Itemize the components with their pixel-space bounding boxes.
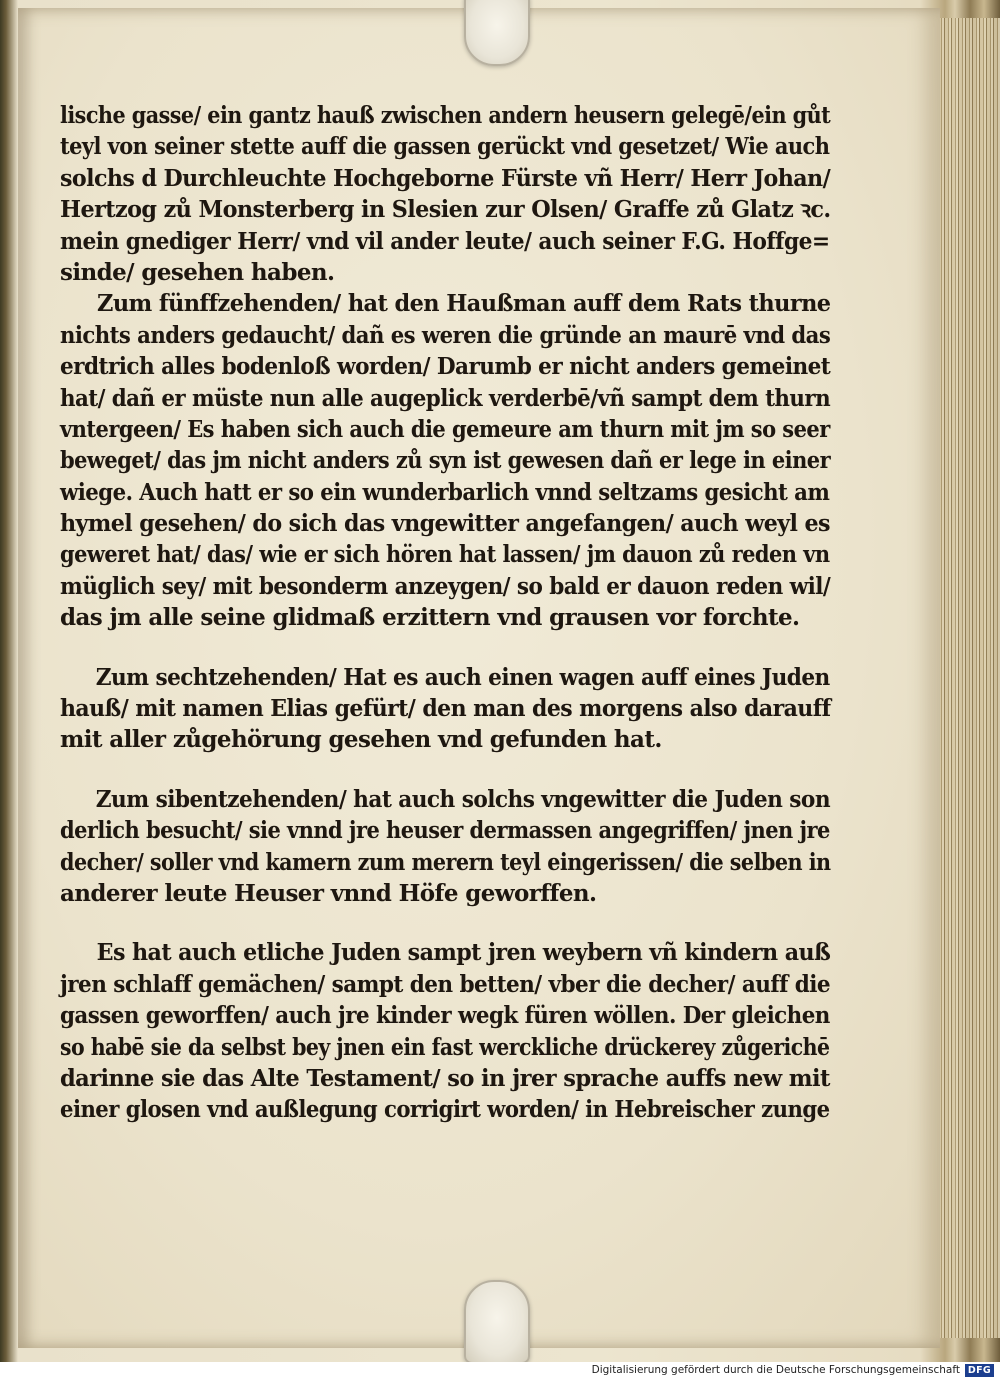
- text-line: nichts anders gedaucht/ dañ es weren die gründe an maurē vnd das: [60, 321, 831, 349]
- text-line: hymel gesehen/ do sich das vngewitter angefangen/ auch weyl es: [60, 510, 830, 538]
- text-line: Hertzog zů Monsterberg in Slesien zur Olsen/ Graffe zů Glatz ꝛc.: [60, 196, 831, 224]
- text-line: das jm alle seine glidmaß erzittern vnd grausen vor forchte.: [60, 604, 800, 632]
- text-line: derlich besucht/ sie vnnd jre heuser dermassen angegriffen/ jnen jre: [60, 817, 830, 845]
- text-line: hat/ dañ er müste nun alle augeplick verderbē/vñ sampt dem thurn: [60, 384, 831, 412]
- text-line: Zum sibentzehenden/ hat auch solchs vngewitter die Juden son: [95, 785, 831, 813]
- text-line: decher/ soller vnd kamern zum merern teyl eingerissen/ die selben in: [60, 848, 831, 876]
- paragraph-gap: [60, 909, 840, 937]
- text-line: lische gasse/ ein gantz hauß zwischen andern heusern gelegē/ein gůt: [60, 102, 831, 129]
- text-line: gassen geworffen/ auch jre kinder wegk füren wöllen. Der gleichen: [60, 1002, 830, 1030]
- text-line: solchs d Durchleuchte Hochgeborne Fürste vñ Herr/ Herr Johan/: [60, 164, 831, 192]
- text-line: sinde/ gesehen haben.: [60, 258, 335, 286]
- text-line: jren schlaff gemächen/ sampt den betten/ vber die decher/ auff die: [60, 970, 831, 998]
- paragraph-gap: [60, 634, 840, 662]
- text-line: geweret hat/ das/ wie er sich hören hat lassen/ jm dauon zů reden vn: [60, 541, 830, 569]
- dfg-logo: DFG: [965, 1364, 994, 1377]
- text-line: darinne sie das Alte Testament/ so in jrer sprache auffs new mit: [60, 1064, 830, 1092]
- paragraph-gap: [60, 756, 840, 784]
- text-line: Zum sechtzehenden/ Hat es auch einen wagen auff eines Juden: [95, 663, 830, 691]
- page-text: [60, 100, 840, 1126]
- footer-bar: [0, 1362, 1000, 1379]
- text-line: so habē sie da selbst bey jnen ein fast werckliche drückerey zůgerichē: [60, 1033, 830, 1061]
- page-edges: [938, 18, 1000, 1338]
- text-line: anderer leute Heuser vnnd Höfe geworffen.: [60, 879, 597, 907]
- text-line: wiege. Auch hatt er so ein wunderbarlich vnnd seltzams gesicht am: [60, 478, 830, 506]
- text-line: vntergeen/ Es haben sich auch die gemeure am thurn mit jm so seer: [60, 415, 830, 443]
- text-line: mein gnediger Herr/ vnd vil ander leute/ auch seiner F.G. Hoffge=: [60, 227, 830, 255]
- text-line: einer glosen vnd außlegung corrigirt worden/ in Hebreischer zunge: [60, 1096, 830, 1124]
- page-clip-top: [464, 0, 530, 66]
- text-line: Zum fünffzehenden/ hat den Haußman auff dem Rats thurne: [97, 290, 831, 318]
- text-line: müglich sey/ mit besonderm anzeygen/ so bald er dauon reden wil/: [60, 572, 831, 600]
- funding-credit: Digitalisierung gefördert durch die Deutsche Forschungsgemeinschaft: [591, 1364, 960, 1376]
- text-line: teyl von seiner stette auff die gassen gerückt vnd gesetzet/ Wie auch: [60, 133, 830, 161]
- text-line: erdtrich alles bodenloß worden/ Darumb er nicht anders gemeinet: [60, 353, 831, 381]
- text-line: hauß/ mit namen Elias gefürt/ den man des morgens also darauff: [60, 695, 831, 723]
- text-line: mit aller zůgehörung gesehen vnd gefunden hat.: [60, 726, 662, 754]
- text-line: Es hat auch etliche Juden sampt jren weybern vñ kindern auß: [96, 939, 831, 967]
- text-line: beweget/ das jm nicht anders zů syn ist gewesen dañ er lege in einer: [60, 447, 831, 475]
- page-clip-bottom: [464, 1280, 530, 1364]
